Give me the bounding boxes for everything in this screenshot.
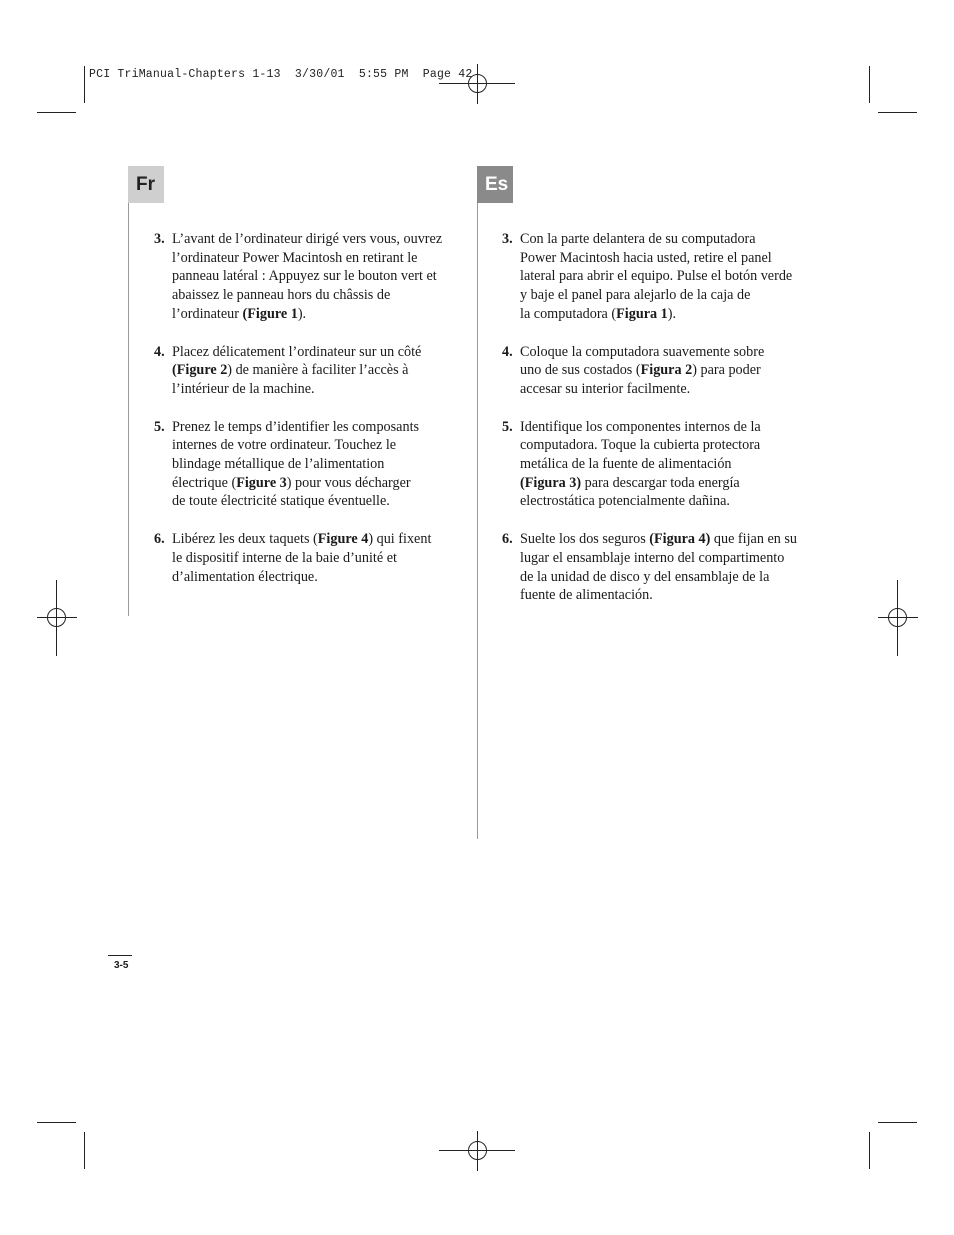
crop-mark [84,1132,85,1169]
step-number: 5. [502,418,513,435]
step-number: 3. [502,231,513,247]
step-es-3 [502,230,802,324]
figure-reference: Figura 1 [616,305,668,322]
figure-reference: (Figura 3) [520,474,582,491]
registration-mark-icon [439,1131,515,1171]
step-number: 4. [502,343,513,360]
step-fr-6 [154,530,454,586]
folio-rule [108,955,132,956]
step-text: Con la parte delantera de su computadora Power Macintosh hacia usted, retire el panel lateral para abrir el equipo. Pulse el botón verde y baje el panel para alejarlo de la caja de la computadora (Figura 1). [520,231,793,322]
crop-mark [869,1132,870,1169]
column-rule-es [477,203,478,839]
crop-mark [878,1122,917,1123]
step-number: 3. [154,231,165,247]
step-es-6 [502,530,802,605]
figure-reference: Figure 4 [317,531,369,548]
step-text: Prenez le temps d’identifier les composants internes de votre ordinateur. Touchez le blindage métallique de l’alimentation électrique (Figure 3) pour vous décharger de toute électricité statique éventuelle. [172,418,420,510]
step-text: Suelte los dos seguros (Figura 4) que fijan en su lugar el ensamblaje interno del compartimento de la unidad de disco y del ensamblaje de la fuente de alimentación. [520,531,798,604]
step-text: Identifique los componentes internos de la computadora. Toque la cubierta protectora metálica de la fuente de alimentación (Figura 3) para descargar toda energía electrostática potencialmente dañina. [520,418,761,510]
step-number: 6. [154,531,165,548]
registration-mark-icon [37,580,77,656]
step-text: Libérez les deux taquets (Figure 4) qui fixent le dispositif interne de la baie d’unité et d’alimentation électrique. [172,531,432,585]
column-rule-fr [128,203,129,616]
figure-reference: (Figure 2 [172,362,228,379]
step-number: 4. [154,343,165,360]
registration-mark-icon [439,64,515,104]
step-es-5 [502,418,802,512]
crop-mark [878,112,917,113]
step-number: 5. [154,418,165,435]
step-fr-4 [154,343,454,399]
print-slug: PCI TriManual-Chapters 1-13 3/30/01 5:55 PM Page 42 [89,68,473,81]
figure-reference: (Figure 1 [242,305,298,322]
registration-mark-icon [878,580,918,656]
step-text: Placez délicatement l’ordinateur sur un côté (Figure 2) de manière à faciliter l’accès à l’intérieur de la machine. [172,343,422,397]
crop-mark [37,112,76,113]
step-text: L’avant de l’ordinateur dirigé vers vous, ouvrez l’ordinateur Power Macintosh en retirant le panneau latéral : Appuyez sur le bouton vert et abaissez le panneau hors du châssis de l’ordinateur (Figure 1). [172,231,443,322]
step-fr-3 [154,230,454,324]
step-fr-5 [154,418,454,512]
column-es [502,230,802,624]
figure-reference: Figura 2 [640,362,693,379]
column-fr [154,230,454,605]
figure-reference: (Figura 4) [649,531,711,548]
step-es-4 [502,343,802,399]
language-tab-fr: Fr [128,166,164,203]
language-tab-es: Es [477,166,513,203]
step-text: Coloque la computadora suavemente sobre uno de sus costados (Figura 2) para poder accesar su interior facilmente. [520,343,765,397]
step-number: 6. [502,531,513,548]
crop-mark [869,66,870,103]
page-number: 3-5 [114,960,129,971]
crop-mark [37,1122,76,1123]
crop-mark [84,66,85,103]
figure-reference: Figure 3 [236,474,287,491]
